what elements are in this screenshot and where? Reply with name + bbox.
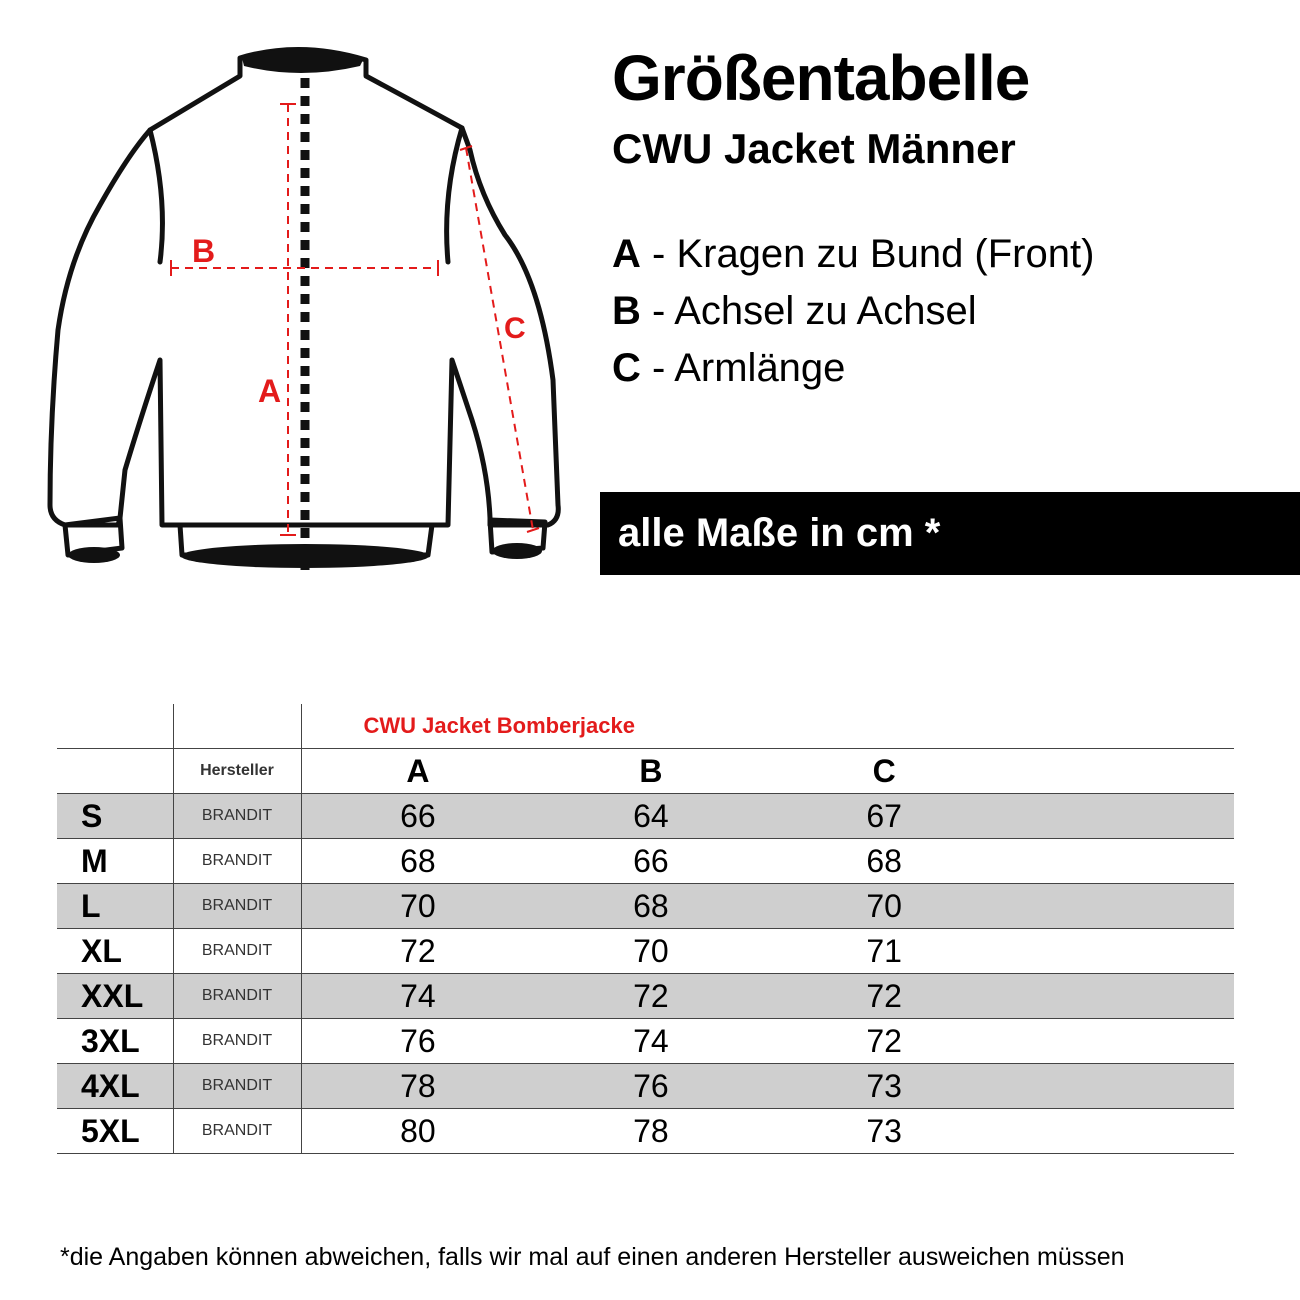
page-subtitle: CWU Jacket Männer — [612, 125, 1016, 172]
maker-cell: BRANDIT — [173, 839, 301, 884]
row-fill — [1001, 839, 1234, 884]
measure-label-b: B — [192, 233, 216, 269]
left-cuff-opening — [68, 547, 120, 563]
value-c: 67 — [768, 794, 1001, 839]
maker-cell: BRANDIT — [173, 1019, 301, 1064]
value-a: 66 — [301, 794, 534, 839]
table-row — [57, 929, 1234, 974]
size-label: L — [57, 884, 173, 929]
size-label: 3XL — [57, 1019, 173, 1064]
measure-c-bottom-cap — [527, 528, 539, 532]
size-label: 5XL — [57, 1109, 173, 1154]
legend-text: - Kragen zu Bund (Front) — [640, 232, 1095, 276]
jacket-diagram — [40, 40, 570, 580]
table-maker-spacer — [173, 704, 301, 749]
value-b: 74 — [534, 1019, 767, 1064]
value-c: 72 — [768, 1019, 1001, 1064]
table-row — [57, 794, 1234, 839]
value-c: 73 — [768, 1064, 1001, 1109]
row-fill — [1001, 929, 1234, 974]
value-b: 76 — [534, 1064, 767, 1109]
size-label: M — [57, 839, 173, 884]
right-cuff-opening — [492, 543, 542, 559]
value-c: 68 — [768, 839, 1001, 884]
size-label: XXL — [57, 974, 173, 1019]
footnote: *die Angaben können abweichen, falls wir mal auf einen anderen Hersteller ausweichen müssen — [60, 1243, 1125, 1271]
value-b: 66 — [534, 839, 767, 884]
table-group-title: CWU Jacket Bomberjacke — [301, 704, 1234, 749]
table-header-c: C — [768, 749, 1001, 794]
value-b: 70 — [534, 929, 767, 974]
value-b: 68 — [534, 884, 767, 929]
maker-cell: BRANDIT — [173, 974, 301, 1019]
table-row — [57, 839, 1234, 884]
table-corner-cell — [57, 704, 173, 749]
right-sleeve-seam — [447, 128, 462, 262]
table-row — [57, 884, 1234, 929]
value-a: 74 — [301, 974, 534, 1019]
value-c: 70 — [768, 884, 1001, 929]
maker-cell: BRANDIT — [173, 884, 301, 929]
row-fill — [1001, 1064, 1234, 1109]
table-header-maker: Hersteller — [173, 749, 301, 794]
table-header-size — [57, 749, 173, 794]
table-header-a: A — [301, 749, 534, 794]
legend-text: - Armlänge — [640, 346, 846, 390]
size-label: XL — [57, 929, 173, 974]
value-a: 70 — [301, 884, 534, 929]
value-c: 72 — [768, 974, 1001, 1019]
value-a: 76 — [301, 1019, 534, 1064]
legend-text: - Achsel zu Achsel — [640, 289, 977, 333]
table-row — [57, 1019, 1234, 1064]
row-fill — [1001, 974, 1234, 1019]
page-title: Größentabelle — [612, 42, 1030, 114]
unit-banner: alle Maße in cm * — [600, 492, 1300, 575]
legend-item-a — [612, 226, 1094, 283]
table-header-row — [57, 749, 1234, 794]
value-c: 71 — [768, 929, 1001, 974]
legend-item-b — [612, 283, 1094, 340]
table-header-fill — [1001, 749, 1234, 794]
maker-cell: BRANDIT — [173, 1109, 301, 1154]
size-table — [57, 704, 1234, 1154]
size-label: S — [57, 794, 173, 839]
value-a: 80 — [301, 1109, 534, 1154]
row-fill — [1001, 884, 1234, 929]
row-fill — [1001, 1109, 1234, 1154]
row-fill — [1001, 794, 1234, 839]
measure-label-c: C — [504, 312, 526, 345]
measure-label-a: A — [258, 373, 282, 409]
measurement-legend — [612, 226, 1094, 397]
maker-cell: BRANDIT — [173, 1064, 301, 1109]
value-b: 78 — [534, 1109, 767, 1154]
size-label: 4XL — [57, 1064, 173, 1109]
value-a: 68 — [301, 839, 534, 884]
maker-cell: BRANDIT — [173, 794, 301, 839]
value-a: 78 — [301, 1064, 534, 1109]
left-sleeve-seam — [150, 130, 162, 262]
value-c: 73 — [768, 1109, 1001, 1154]
legend-key: A — [612, 232, 641, 276]
table-row — [57, 1064, 1234, 1109]
table-row — [57, 1109, 1234, 1154]
legend-key: B — [612, 289, 641, 333]
maker-cell: BRANDIT — [173, 929, 301, 974]
value-b: 72 — [534, 974, 767, 1019]
table-row — [57, 974, 1234, 1019]
table-group-header-row — [57, 704, 1234, 749]
value-a: 72 — [301, 929, 534, 974]
table-header-b: B — [534, 749, 767, 794]
legend-key: C — [612, 346, 641, 390]
value-b: 64 — [534, 794, 767, 839]
row-fill — [1001, 1019, 1234, 1064]
legend-item-c — [612, 340, 1094, 397]
